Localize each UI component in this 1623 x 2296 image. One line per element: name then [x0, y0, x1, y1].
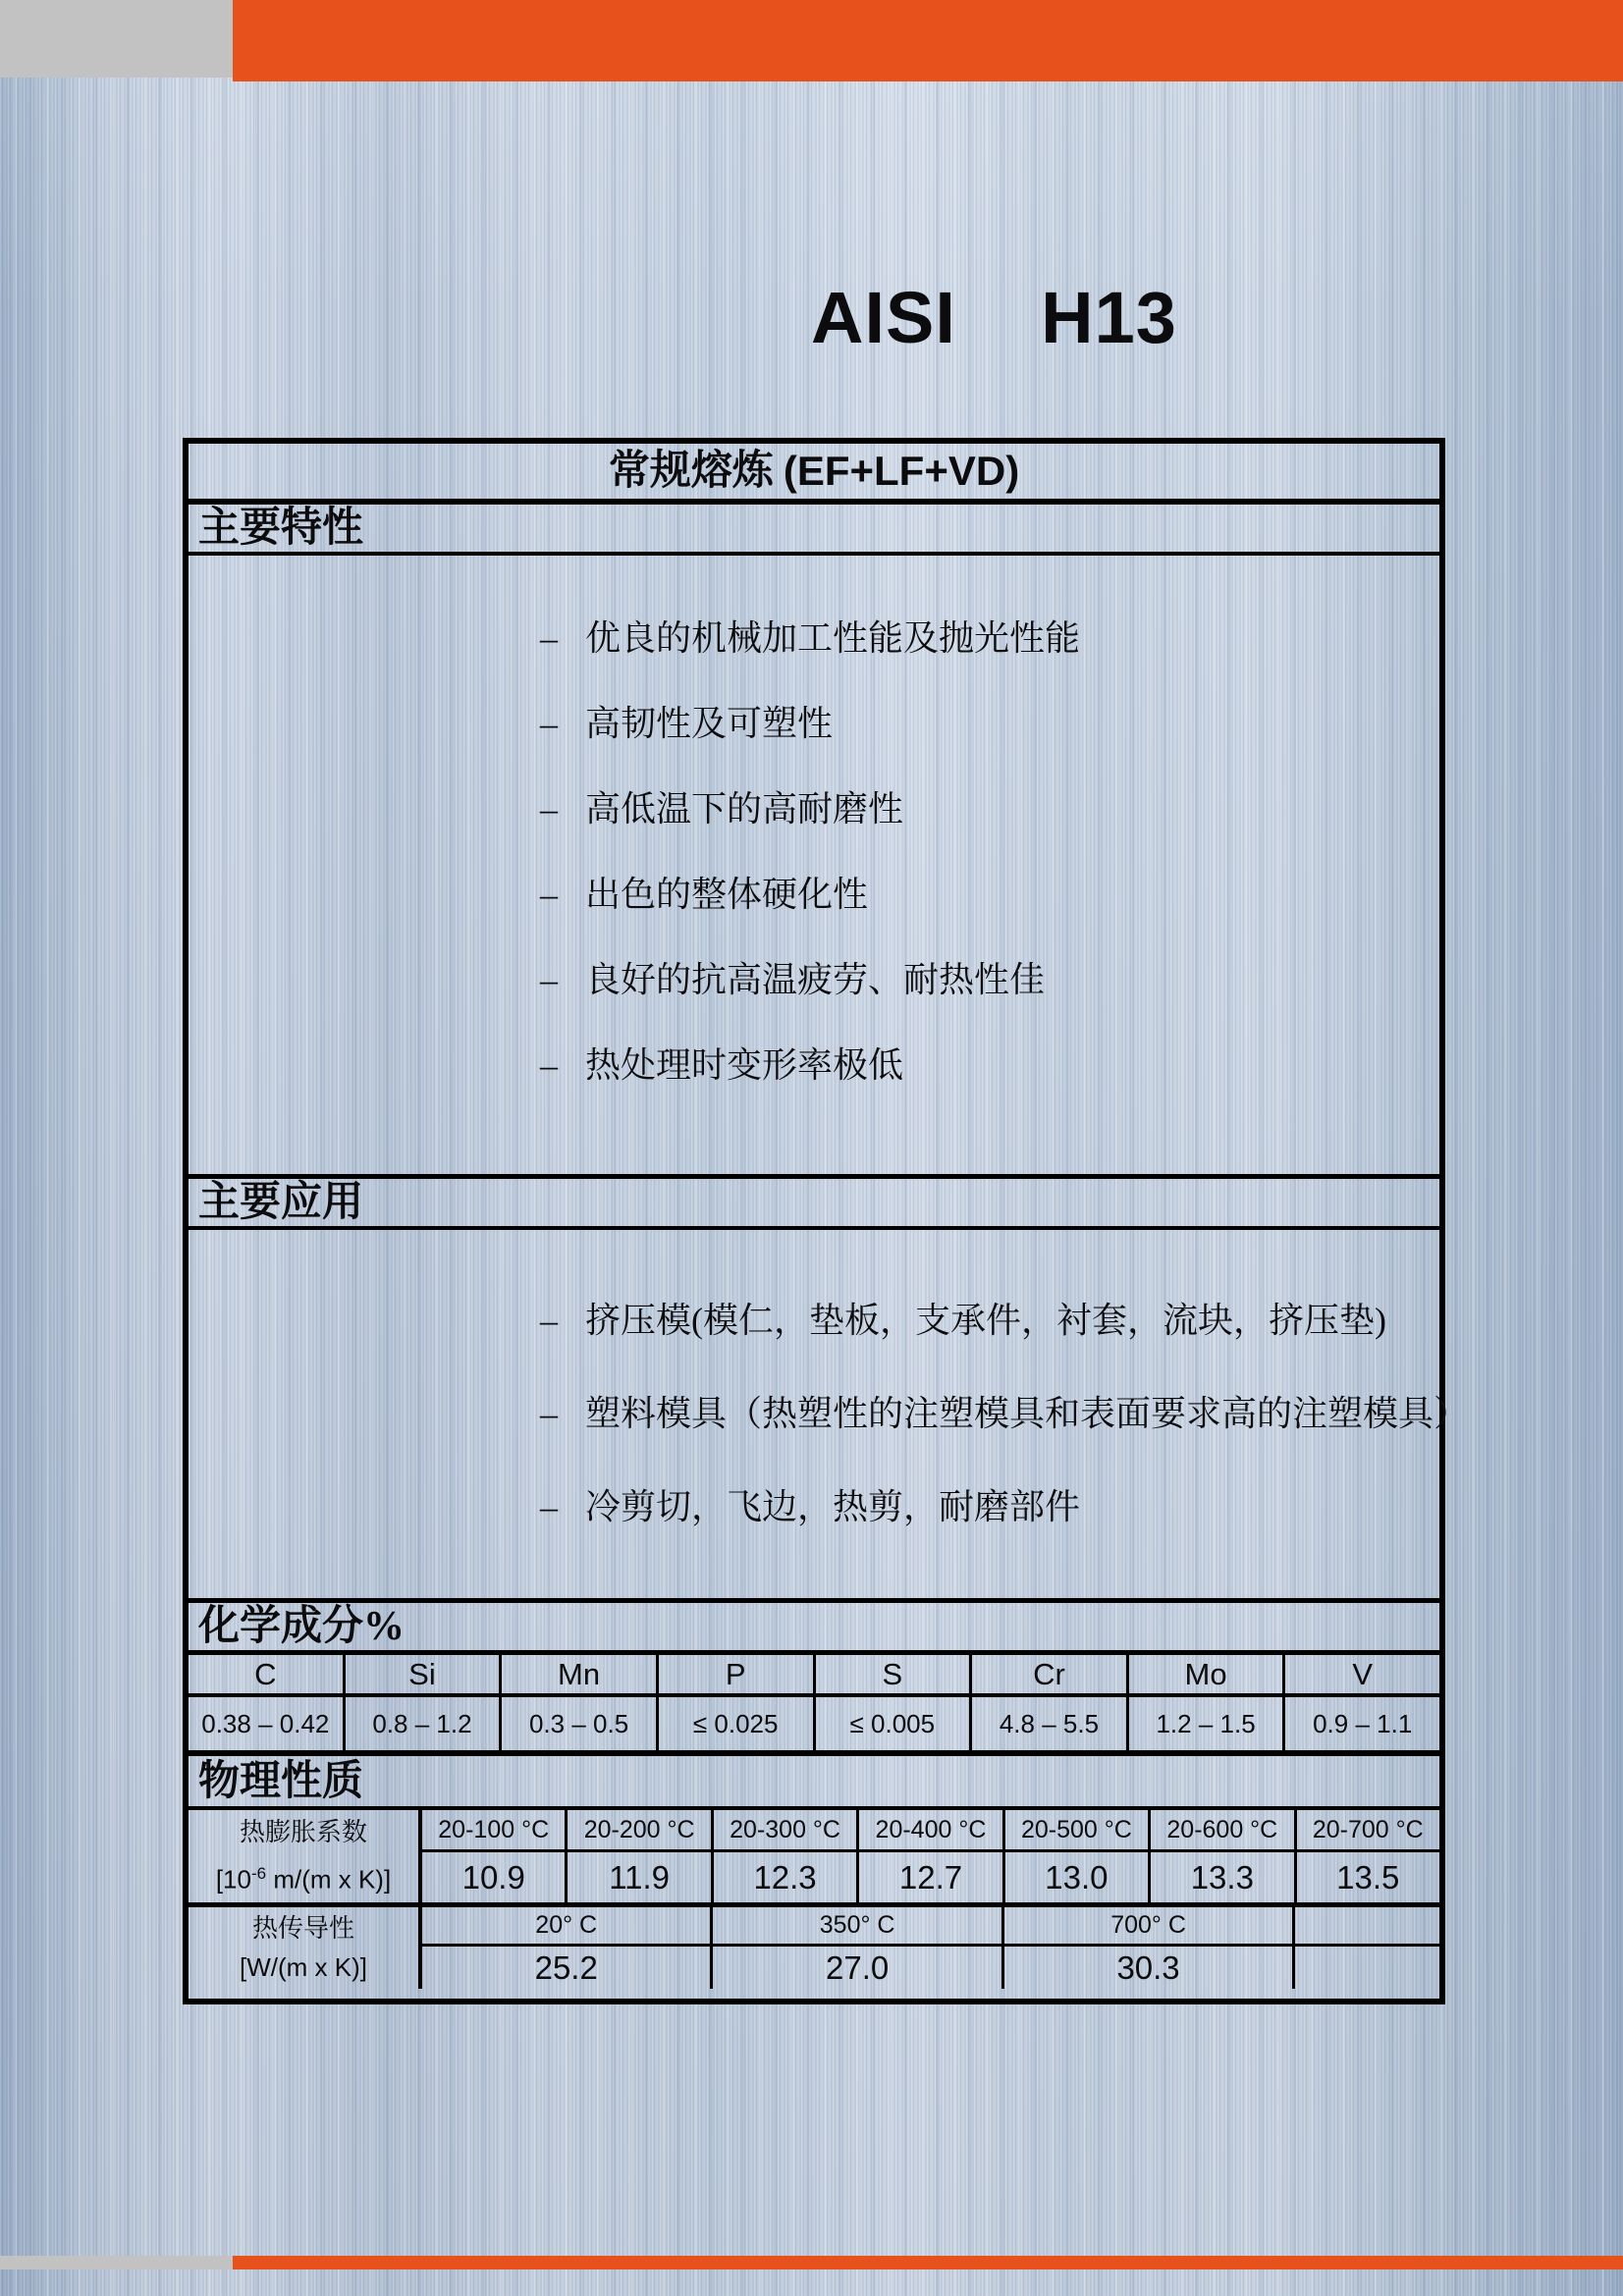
list-item — [189, 1022, 1439, 1107]
chem-column-header: Cr — [972, 1655, 1129, 1693]
chem-value: 0.8 – 1.2 — [346, 1697, 503, 1750]
temp-header: 20° C — [422, 1907, 713, 1944]
chem-value: 1.2 – 1.5 — [1129, 1697, 1286, 1750]
temp-header: 350° C — [713, 1907, 1003, 1944]
features-section-label: 主要特性 — [189, 505, 1439, 556]
top-gray-block — [0, 0, 233, 78]
bullet-dash: – — [540, 617, 558, 658]
thermal-expansion-name: 热膨胀系数 — [239, 1818, 367, 1847]
application-text: 塑料模具（热塑性的注塑模具和表面要求高的注塑模具） — [585, 1393, 1470, 1433]
chemistry-header-row — [189, 1655, 1439, 1697]
applications-section-label: 主要应用 — [189, 1179, 1439, 1230]
applications-list — [189, 1230, 1470, 1603]
empty-cell — [1295, 1947, 1439, 1989]
expansion-value: 12.7 — [859, 1852, 1004, 1902]
thermal-expansion-block — [189, 1810, 1439, 1902]
conductivity-temps-row — [422, 1907, 1439, 1947]
bullet-dash: – — [540, 1044, 558, 1085]
thermal-conductivity-block — [189, 1902, 1439, 1989]
list-item — [189, 680, 1439, 766]
chem-column-header: Mn — [502, 1655, 659, 1693]
chem-value: 0.3 – 0.5 — [502, 1697, 659, 1750]
thermal-expansion-unit: [$10^{-6}$ m/(m x K)] — [215, 1864, 392, 1895]
chem-column-header: Mo — [1129, 1655, 1286, 1693]
temp-header: 20-400 °C — [859, 1810, 1004, 1849]
list-item — [189, 766, 1439, 851]
temp-header: 20-600 °C — [1151, 1810, 1296, 1849]
bottom-gray-block — [0, 2256, 233, 2269]
chem-column-header: C — [189, 1655, 346, 1693]
physical-section-label: 物理性质 — [189, 1756, 1439, 1810]
thermal-conductivity-grid — [422, 1907, 1439, 1989]
feature-text: 高韧性及可塑性 — [585, 703, 834, 743]
bullet-dash: – — [540, 1393, 558, 1433]
list-item — [189, 595, 1439, 680]
bullet-dash: – — [540, 788, 558, 828]
features-list — [189, 556, 1439, 1179]
temp-header: 20-200 °C — [568, 1810, 713, 1849]
chem-value: ≤ 0.025 — [659, 1697, 816, 1750]
expansion-values-row — [422, 1852, 1439, 1902]
feature-text: 出色的整体硬化性 — [585, 874, 869, 914]
list-item — [189, 936, 1439, 1022]
temp-header: 20-100 °C — [422, 1810, 568, 1849]
chem-column-header: V — [1352, 1656, 1374, 1691]
thermal-conductivity-label — [189, 1907, 422, 1989]
temp-header: 20-700 °C — [1312, 1815, 1424, 1843]
feature-text: 良好的抗高温疲劳、耐热性佳 — [585, 959, 1046, 999]
chem-value: ≤ 0.005 — [816, 1697, 973, 1750]
application-text: 冷剪切，飞边，热剪，耐磨部件 — [585, 1486, 1081, 1526]
melting-header-row — [189, 444, 1439, 505]
thermal-expansion-grid — [422, 1810, 1439, 1902]
bullet-dash: – — [540, 959, 558, 999]
chem-column-header: P — [659, 1655, 816, 1693]
expansion-value: 12.3 — [714, 1852, 859, 1902]
expansion-value: 13.5 — [1336, 1858, 1400, 1896]
chem-value: 4.8 – 5.5 — [972, 1697, 1129, 1750]
thermal-conductivity-unit: [W/(m x K)] — [240, 1952, 367, 1983]
feature-text: 热处理时变形率极低 — [585, 1044, 904, 1085]
list-item — [189, 1273, 1439, 1366]
expansion-value: 13.3 — [1151, 1852, 1296, 1902]
empty-cell — [1295, 1907, 1439, 1944]
expansion-value: 11.9 — [568, 1852, 713, 1902]
bullet-dash: – — [540, 703, 558, 743]
bullet-dash: – — [540, 1486, 558, 1526]
chemistry-section-label: 化学成分% — [189, 1603, 1439, 1655]
melting-header-cjk: 常规熔炼 — [608, 449, 774, 494]
bullet-dash: – — [540, 1300, 558, 1340]
expansion-value: 10.9 — [422, 1852, 568, 1902]
expansion-temps-row — [422, 1810, 1439, 1852]
chem-column-header: S — [816, 1655, 973, 1693]
temp-header: 20-300 °C — [714, 1810, 859, 1849]
expansion-value: 13.0 — [1005, 1852, 1151, 1902]
chem-value: 0.9 – 1.1 — [1313, 1708, 1413, 1738]
datasheet-table — [183, 438, 1470, 2004]
temp-header: 700° C — [1004, 1907, 1295, 1944]
melting-header-latin: (EF+LF+VD) — [783, 448, 1020, 494]
chem-column-header: Si — [346, 1655, 503, 1693]
thermal-expansion-label — [189, 1810, 422, 1902]
application-text: 挤压模(模仁，垫板，支承件，衬套，流块，挤压垫) — [585, 1300, 1386, 1340]
thermal-conductivity-name: 热传导性 — [251, 1913, 354, 1943]
feature-text: 高低温下的高耐磨性 — [585, 788, 904, 828]
conductivity-value: 27.0 — [713, 1947, 1003, 1989]
chemistry-values-row — [189, 1697, 1439, 1756]
page-title: AISI H13 — [811, 277, 1177, 358]
list-item — [189, 1460, 1439, 1553]
temp-header: 20-500 °C — [1005, 1810, 1151, 1849]
list-item — [189, 1366, 1470, 1460]
feature-text: 优良的机械加工性能及抛光性能 — [585, 617, 1081, 658]
chem-value: 0.38 – 0.42 — [189, 1697, 346, 1750]
bullet-dash: – — [540, 874, 558, 914]
conductivity-value: 30.3 — [1004, 1947, 1295, 1989]
conductivity-value: 25.2 — [422, 1947, 713, 1989]
list-item — [189, 851, 1439, 936]
bottom-orange-bar — [233, 2256, 1623, 2269]
top-orange-bar — [233, 0, 1623, 81]
conductivity-values-row — [422, 1947, 1439, 1989]
